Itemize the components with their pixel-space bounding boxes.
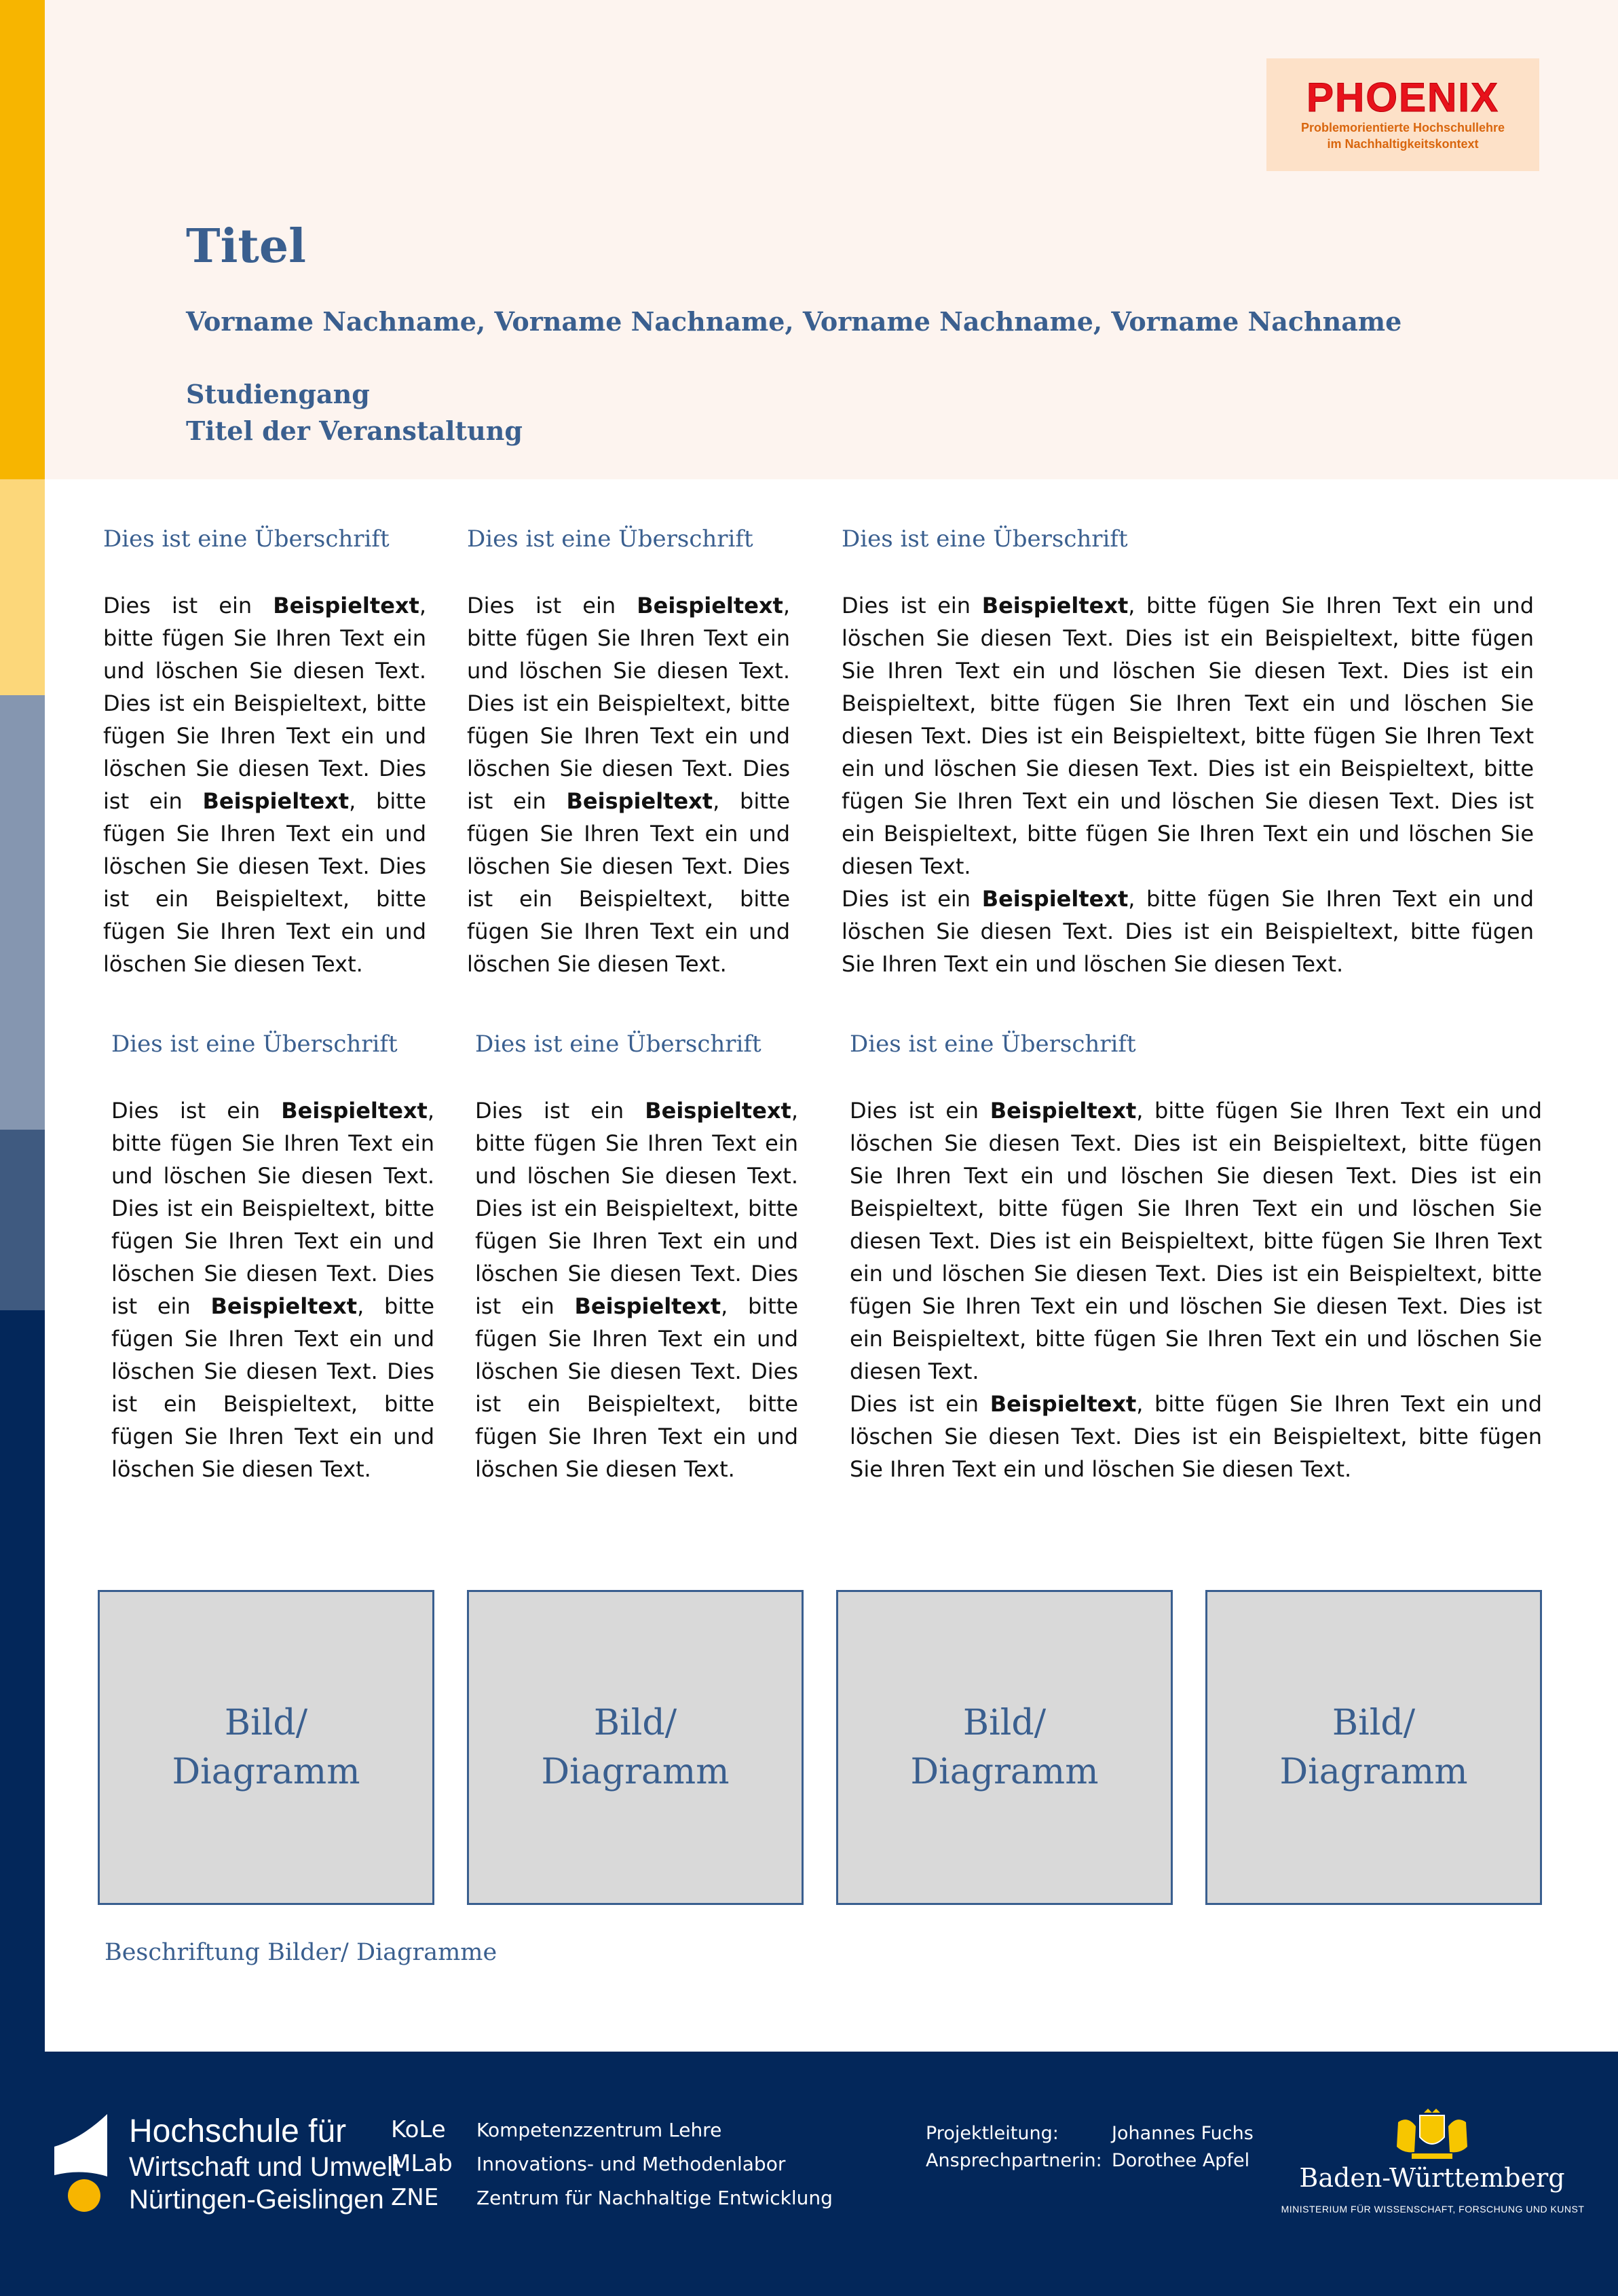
image-placeholder-3[interactable]: Bild/ Diagramm (836, 1590, 1173, 1905)
section-heading: Dies ist eine Überschrift (842, 525, 1128, 553)
unit-list (391, 2113, 833, 2215)
section-text: Dies ist ein Beispieltext, bitte fügen Sie Ihren Text ein und löschen Sie diesen Text. Dies ist ein Beispieltext, bitte fügen Sie Ihren Text ein und löschen Sie diesen Text. Dies ist ein Beispieltext, bitte fügen Sie Ihren Text ein und löschen Sie diesen Text. Dies ist ein Beispieltext, bitte fügen Sie Ihren Text ein und löschen Sie diesen Text. (111, 1098, 435, 1482)
course-title: Titel der Veranstaltung (186, 415, 523, 446)
course-info (186, 376, 523, 449)
section-text: Dies ist ein Beispieltext, bitte fügen Sie Ihren Text ein und löschen Sie diesen Text. Dies ist ein Beispieltext, bitte fügen Sie Ihren Text ein und löschen Sie diesen Text. Dies ist ein Beispieltext, bitte fügen Sie Ihren Text ein und löschen Sie diesen Text. Dies ist ein Beispieltext, bitte fügen Sie Ihren Text ein und löschen Sie diesen Text. (475, 1098, 799, 1482)
section-heading: Dies ist eine Überschrift (475, 1031, 761, 1058)
image-placeholder-1[interactable]: Bild/ Diagramm (98, 1590, 434, 1905)
hochschule-logo-icon (54, 2111, 110, 2213)
section-heading: Dies ist eine Überschrift (850, 1031, 1136, 1058)
section-heading: Dies ist eine Überschrift (111, 1031, 398, 1058)
color-strip-light-yellow (0, 479, 45, 695)
state-name: Baden-Württemberg (1299, 2163, 1565, 2193)
section-1 (103, 523, 426, 980)
contact-list (926, 2119, 1254, 2174)
section-text: Dies ist ein Beispieltext, bitte fügen Sie Ihren Text ein und löschen Sie diesen Text. Dies ist ein Beispieltext, bitte fügen Sie Ihren Text ein und löschen Sie diesen Text. Dies ist ein Beispieltext, bitte fügen Sie Ihren Text ein und löschen Sie diesen Text. Dies ist ein Beispieltext, bitte fügen Sie Ihren Text ein und löschen Sie diesen Text. (467, 593, 791, 977)
school-name: Hochschule für Wirtschaft und Umwelt Nürtingen-Geislingen (129, 2113, 401, 2215)
color-strip-yellow (0, 0, 45, 479)
section-3 (842, 523, 1534, 980)
section-heading: Dies ist eine Überschrift (103, 525, 390, 553)
phoenix-logo-subtitle-1: Problemorientierte Hochschullehre (1300, 121, 1505, 134)
section-text: Dies ist ein Beispieltext, bitte fügen Sie Ihren Text ein und löschen Sie diesen Text. Dies ist ein Beispieltext, bitte fügen Sie Ihren Text ein und löschen Sie diesen Text. Dies ist ein Beispieltext, bitte fügen Sie Ihren Text ein und löschen Sie diesen Text. Dies ist ein Beispieltext, bitte fügen Sie Ihren Text ein und löschen Sie diesen Text. (103, 593, 427, 977)
image-placeholder-2[interactable]: Bild/ Diagramm (467, 1590, 804, 1905)
color-strip-gray-blue (0, 695, 45, 1130)
author-list: Vorname Nachname, Vorname Nachname, Vorname Nachname, Vorname Nachname (186, 306, 1402, 337)
unit-row: MLab Innovations- und Methodenlabor (391, 2150, 786, 2177)
section-4 (111, 1028, 434, 1485)
image-caption: Beschriftung Bilder/ Diagramme (105, 1939, 497, 1966)
section-2 (467, 523, 790, 980)
phoenix-logo (1266, 58, 1539, 171)
unit-row: KoLe Kompetenzzentrum Lehre (391, 2116, 722, 2143)
image-placeholder-4[interactable]: Bild/ Diagramm (1205, 1590, 1542, 1905)
coat-of-arms-icon (1385, 2109, 1480, 2163)
contact-row: Projektleitung: Johannes Fuchs (926, 2122, 1254, 2144)
section-text: Dies ist ein Beispieltext, bitte fügen Sie Ihren Text ein und löschen Sie diesen Text. Dies ist ein Beispieltext, bitte fügen Sie Ihren Text ein und löschen Sie diesen Text. Dies ist ein Beispieltext, bitte fügen Sie Ihren Text ein und löschen Sie diesen Text. Dies ist ein Beispieltext, bitte fügen Sie Ihren Text ein und löschen Sie diesen Text. Dies ist ein Beispieltext, bitte fügen Sie Ihren Text ein und löschen Sie diesen Text. Dies ist ein Beispieltext, bitte fügen Sie Ihren Text ein und löschen Sie diesen Text. (850, 1098, 1543, 1384)
section-text: Dies ist ein Beispieltext, bitte fügen Sie Ihren Text ein und löschen Sie diesen Text. Dies ist ein Beispieltext, bitte fügen Sie Ihren Text ein und löschen Sie diesen Text. Dies ist ein Beispieltext, bitte fügen Sie Ihren Text ein und löschen Sie diesen Text. Dies ist ein Beispieltext, bitte fügen Sie Ihren Text ein und löschen Sie diesen Text. Dies ist ein Beispieltext, bitte fügen Sie Ihren Text ein und löschen Sie diesen Text. Dies ist ein Beispieltext, bitte fügen Sie Ihren Text ein und löschen Sie diesen Text. (842, 593, 1535, 879)
ministry-name: MINISTERIUM FÜR WISSENSCHAFT, FORSCHUNG UND KUNST (1281, 2204, 1585, 2215)
section-6 (850, 1028, 1542, 1485)
phoenix-logo-subtitle-2: im Nachhaltigkeitskontext (1327, 137, 1479, 151)
phoenix-logo-title: PHOENIX (1306, 75, 1500, 120)
section-heading: Dies ist eine Überschrift (467, 525, 753, 553)
study-program: Studiengang (186, 379, 370, 409)
footer (0, 2052, 1618, 2296)
section-5 (475, 1028, 798, 1485)
contact-row: Ansprechpartnerin: Dorothee Apfel (926, 2149, 1250, 2171)
section-text-2: Dies ist ein Beispieltext, bitte fügen Sie Ihren Text ein und löschen Sie diesen Text. Dies ist ein Beispieltext, bitte fügen Sie Ihren Text ein und löschen Sie diesen Text. (842, 886, 1535, 977)
unit-row: ZNE Zentrum für Nachhaltige Entwicklung (391, 2184, 833, 2211)
poster-title: Titel (186, 219, 306, 274)
color-strip-mid-blue (0, 1130, 45, 1310)
section-text-2: Dies ist ein Beispieltext, bitte fügen Sie Ihren Text ein und löschen Sie diesen Text. Dies ist ein Beispieltext, bitte fügen Sie Ihren Text ein und löschen Sie diesen Text. (850, 1391, 1543, 1482)
